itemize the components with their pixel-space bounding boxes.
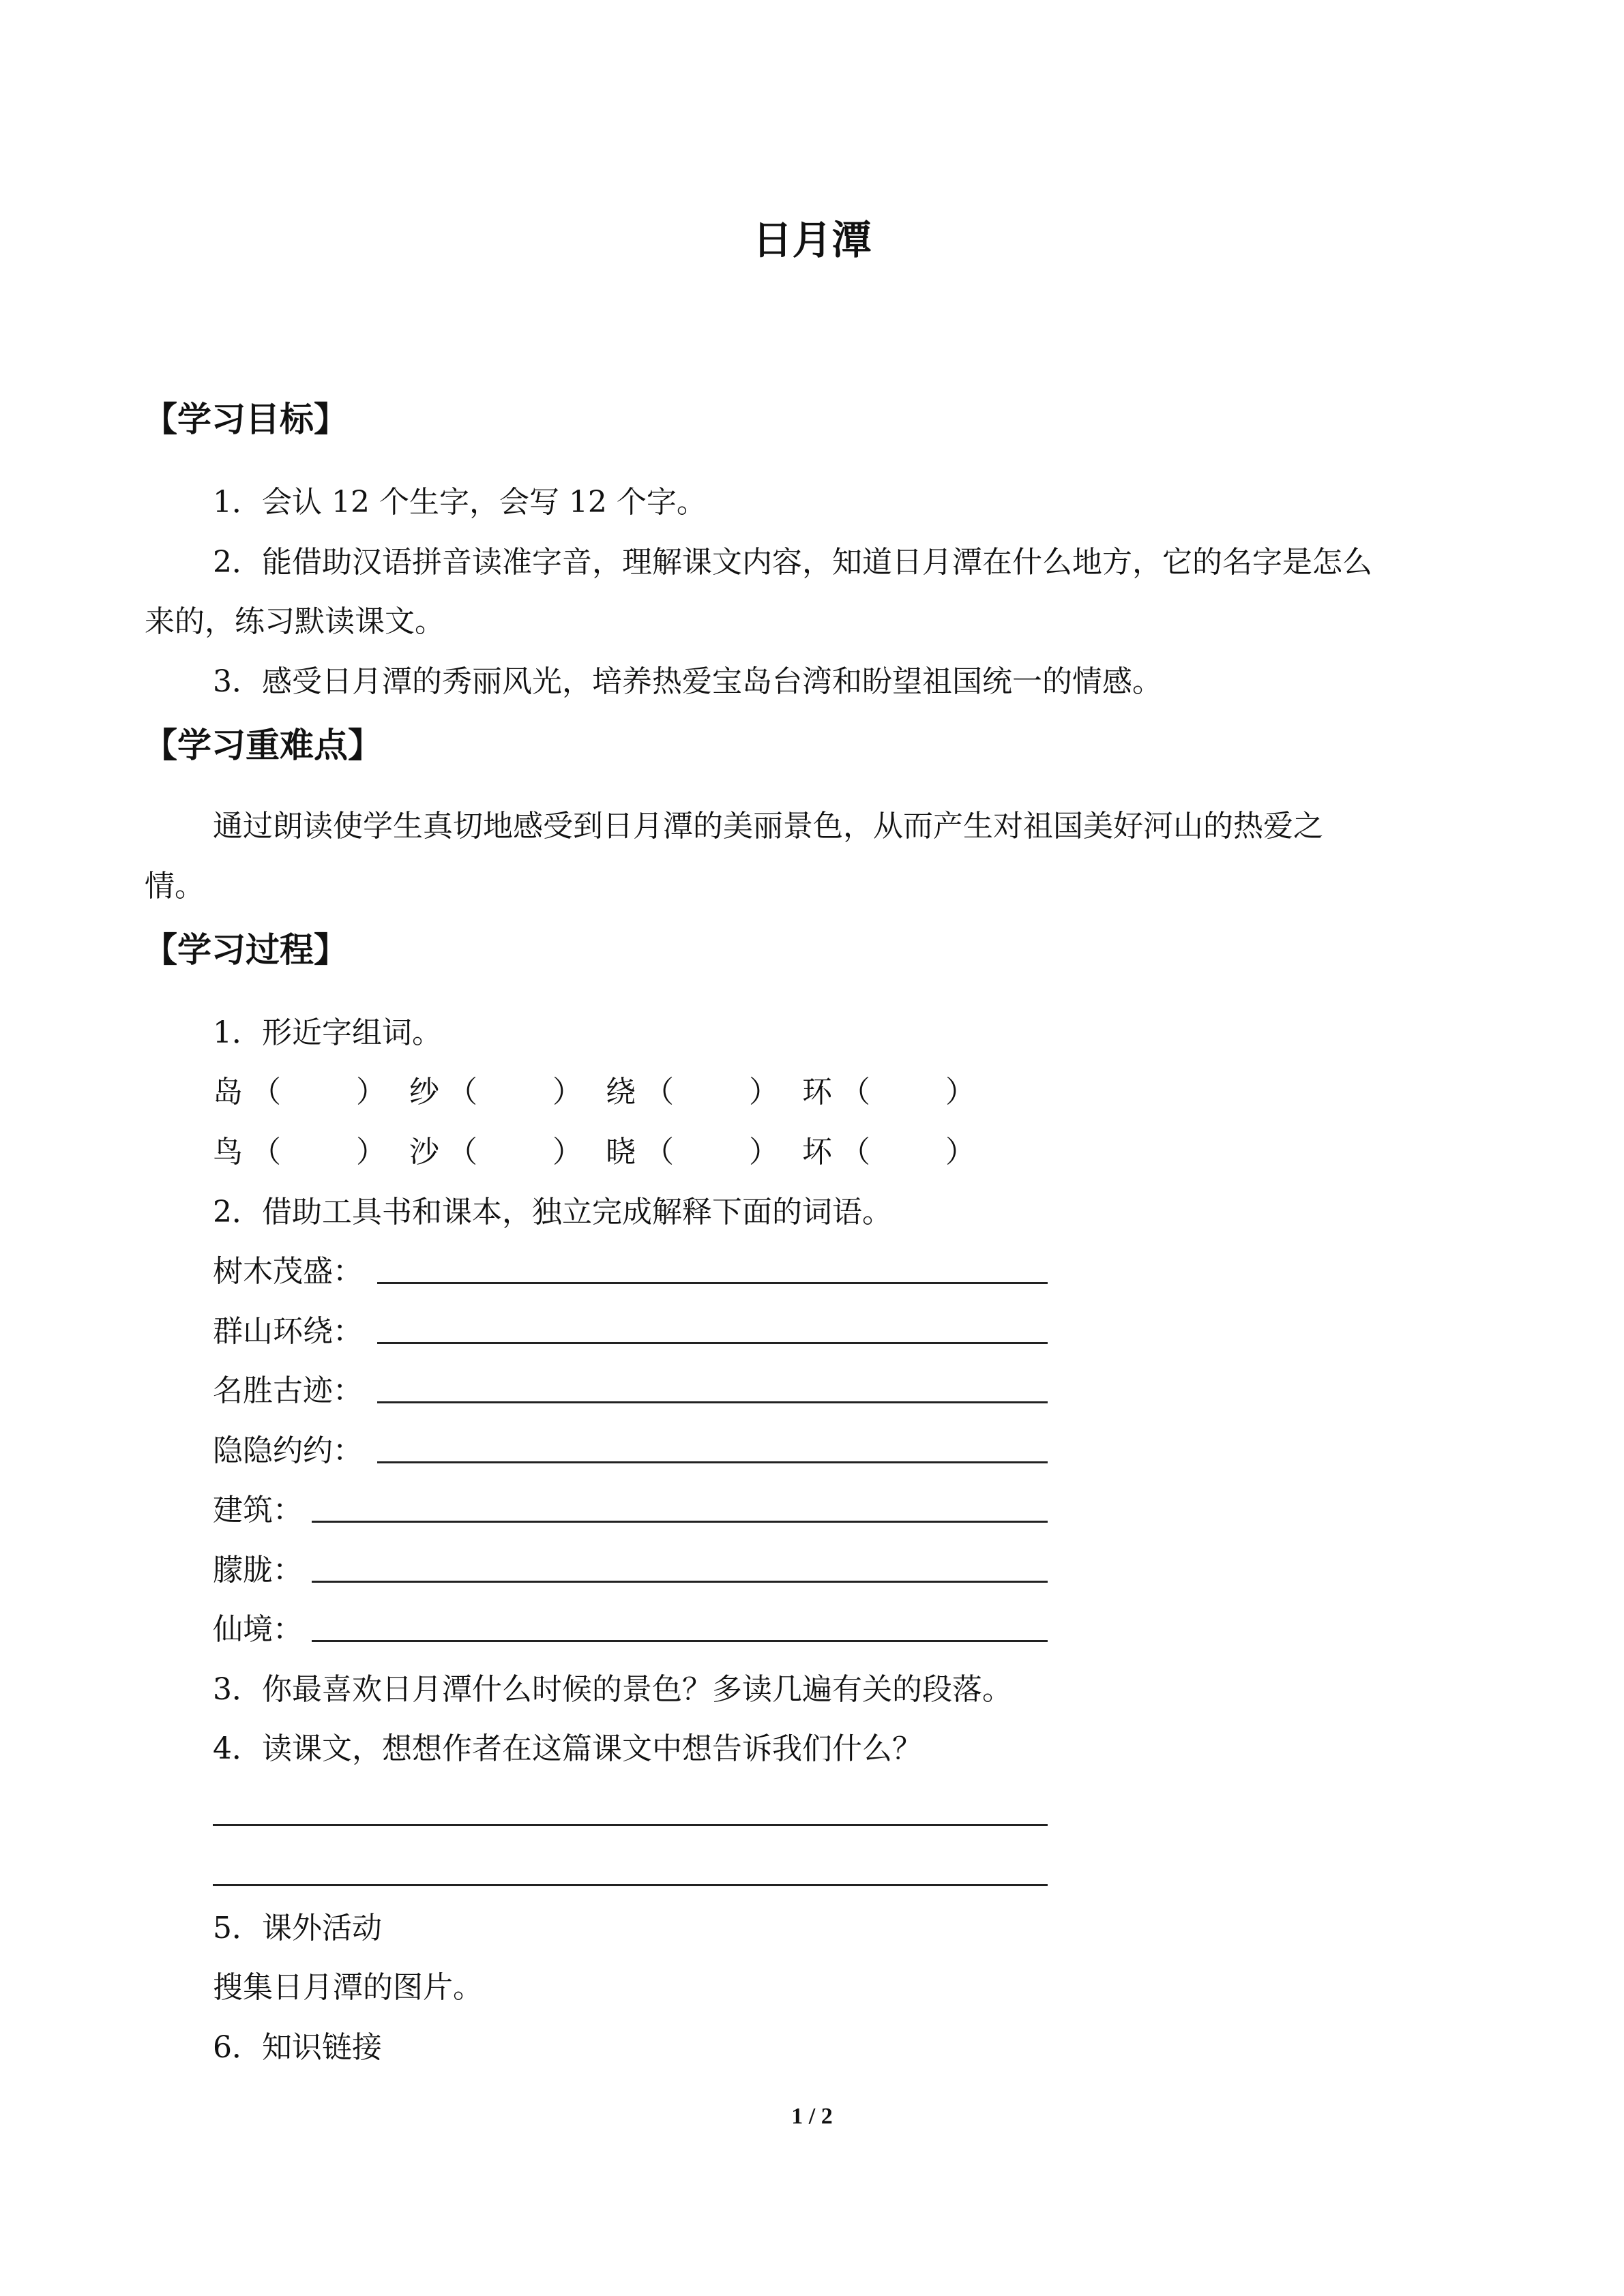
key-points-text: 通过朗读使学生真切地感受到日月潭的美丽景色，从而产生对祖国美好河山的热爱之 [213,809,1323,844]
char-cell: 绕 [606,1075,636,1109]
paren-open: （ [840,1075,870,1109]
key-points-heading: 【学习重难点】 [143,726,382,765]
goal-item-2: 2．能借助汉语拼音读准字音，理解课文内容，知道日月潭在什么地方，它的名字是怎么 [213,545,1372,580]
answer-line[interactable] [213,1824,1048,1826]
paren-close: ） [552,1075,582,1109]
paren-close: ） [356,1075,386,1109]
paren-open: （ [447,1075,477,1109]
answer-line[interactable] [312,1640,1048,1642]
question-6: 6．知识链接 [213,2030,382,2065]
answer-line[interactable] [377,1461,1048,1463]
process-heading: 【学习过程】 [143,930,348,970]
goals-heading: 【学习目标】 [143,400,348,439]
question-4: 4．读课文，想想作者在这篇课文中想告诉我们什么？ [213,1731,922,1766]
term-label: 群山环绕： [213,1314,363,1349]
paren-close: ） [749,1075,779,1109]
paren-open: （ [251,1135,281,1169]
answer-line[interactable] [312,1521,1048,1523]
term-label: 树木茂盛： [213,1254,363,1289]
key-points-text-continued: 情。 [145,869,205,904]
paren-open: （ [251,1075,281,1109]
paren-close: ） [945,1135,975,1169]
term-label: 朦胧： [213,1553,303,1587]
goal-item-2-continued: 来的，练习默读课文。 [145,604,445,639]
char-cell: 沙 [409,1135,439,1169]
answer-line[interactable] [377,1342,1048,1344]
paren-open: （ [644,1135,674,1169]
term-label: 建筑： [213,1493,303,1527]
term-label: 仙境： [213,1612,303,1647]
char-cell: 环 [802,1075,832,1109]
char-cell: 晓 [606,1135,636,1169]
question-1: 1．形近字组词。 [213,1015,442,1050]
char-cell: 纱 [409,1075,439,1109]
question-3: 3．你最喜欢日月潭什么时候的景色？多读几遍有关的段落。 [213,1672,1012,1707]
paren-close: ） [945,1075,975,1109]
paren-open: （ [644,1075,674,1109]
page-number: 1 / 2 [791,2104,833,2129]
paren-open: （ [840,1135,870,1169]
page-title: 日月潭 [752,217,872,263]
answer-line[interactable] [377,1282,1048,1284]
answer-line[interactable] [377,1401,1048,1403]
char-cell: 鸟 [213,1135,243,1169]
char-cell: 坏 [802,1135,832,1169]
paren-open: （ [447,1135,477,1169]
term-label: 名胜古迹： [213,1373,363,1408]
goal-item-3: 3．感受日月潭的秀丽风光，培养热爱宝岛台湾和盼望祖国统一的情感。 [213,664,1162,699]
paren-close: ） [356,1135,386,1169]
question-5: 5．课外活动 [213,1911,382,1945]
goal-item-1: 1．会认 12 个生字，会写 12 个字。 [213,485,707,520]
paren-close: ） [552,1135,582,1169]
question-2: 2．借助工具书和课本，独立完成解释下面的词语。 [213,1195,892,1229]
paren-close: ） [749,1135,779,1169]
answer-line[interactable] [213,1884,1048,1886]
answer-line[interactable] [312,1581,1048,1583]
question-5-detail: 搜集日月潭的图片。 [213,1970,483,2005]
char-cell: 岛 [213,1075,243,1109]
term-label: 隐隐约约： [213,1433,363,1468]
